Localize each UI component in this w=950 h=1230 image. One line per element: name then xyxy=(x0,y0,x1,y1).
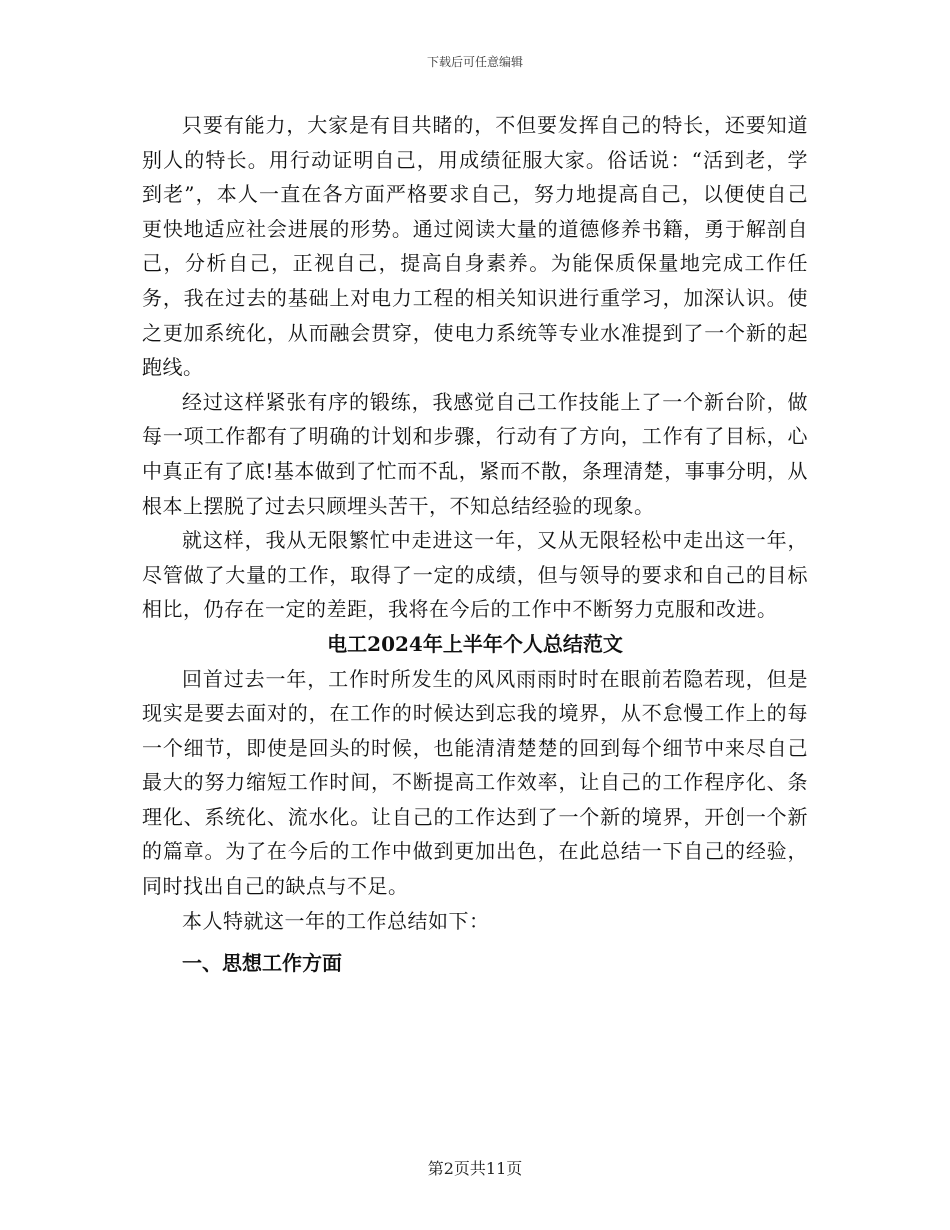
paragraph-intro-summary: 本人特就这一年的工作总结如下： xyxy=(182,908,490,933)
paragraph-review: 回首过去一年，工作时所发生的风风雨雨时时在眼前若隐若现，但是现实是要去面对的，在工作的时候达到忘我的境界，从不怠慢工作上的每一个细节，即使是回头的时候，也能清清楚楚的回到每个细节中来尽自己最大的努力缩短工作时间，不断提高工作效率，让自己的工作程序化、条理化、系统化、流水化。让自己的工作达到了一个新的境界，开创一个新的篇章。为了在今后的工作中做到更加出色，在此总结一下自己的经验，同时找出自己的缺点与不足。 xyxy=(142,666,808,899)
page-header: 下载后可任意编辑 xyxy=(426,55,523,69)
paragraph-training: 经过这样紧张有序的锻练，我感觉自己工作技能上了一个新台阶，做每一项工作都有了明确的计划和步骤，行动有了方向，工作有了目标，心中真正有了底!基本做到了忙而不乱，紧而不散，条理清楚，事事分明，从根本上摆脱了过去只顾埋头苦干，不知总结经验的现象。 xyxy=(142,389,808,518)
subheading-ideology: 一、思想工作方面 xyxy=(182,951,342,976)
paragraph-year-summary: 就这样，我从无限繁忙中走进这一年，又从无限轻松中走出这一年，尽管做了大量的工作，取得了一定的成绩，但与领导的要求和自己的目标相比，仍存在一定的差距，我将在今后的工作中不断努力克服和改进。 xyxy=(142,528,808,622)
page-footer: 第2页共11页 xyxy=(427,1159,523,1178)
section-title: 电工2024年上半年个人总结范文 xyxy=(327,631,623,656)
paragraph-ability: 只要有能力，大家是有目共睹的，不但要发挥自己的特长，还要知道别人的特长。用行动证明自己，用成绩征服大家。俗话说：“活到老，学到老”，本人一直在各方面严格要求自己，努力地提高自己，以便使自己更快地适应社会进展的形势。通过阅读大量的道德修养书籍，勇于解剖自己，分析自己，正视自己，提高自身素养。为能保质保量地完成工作任务，我在过去的基础上对电力工程的相关知识进行重学习，加深认识。使之更加系统化，从而融会贯穿，使电力系统等专业水准提到了一个新的起跑线。 xyxy=(142,113,808,380)
document-body xyxy=(142,108,808,981)
